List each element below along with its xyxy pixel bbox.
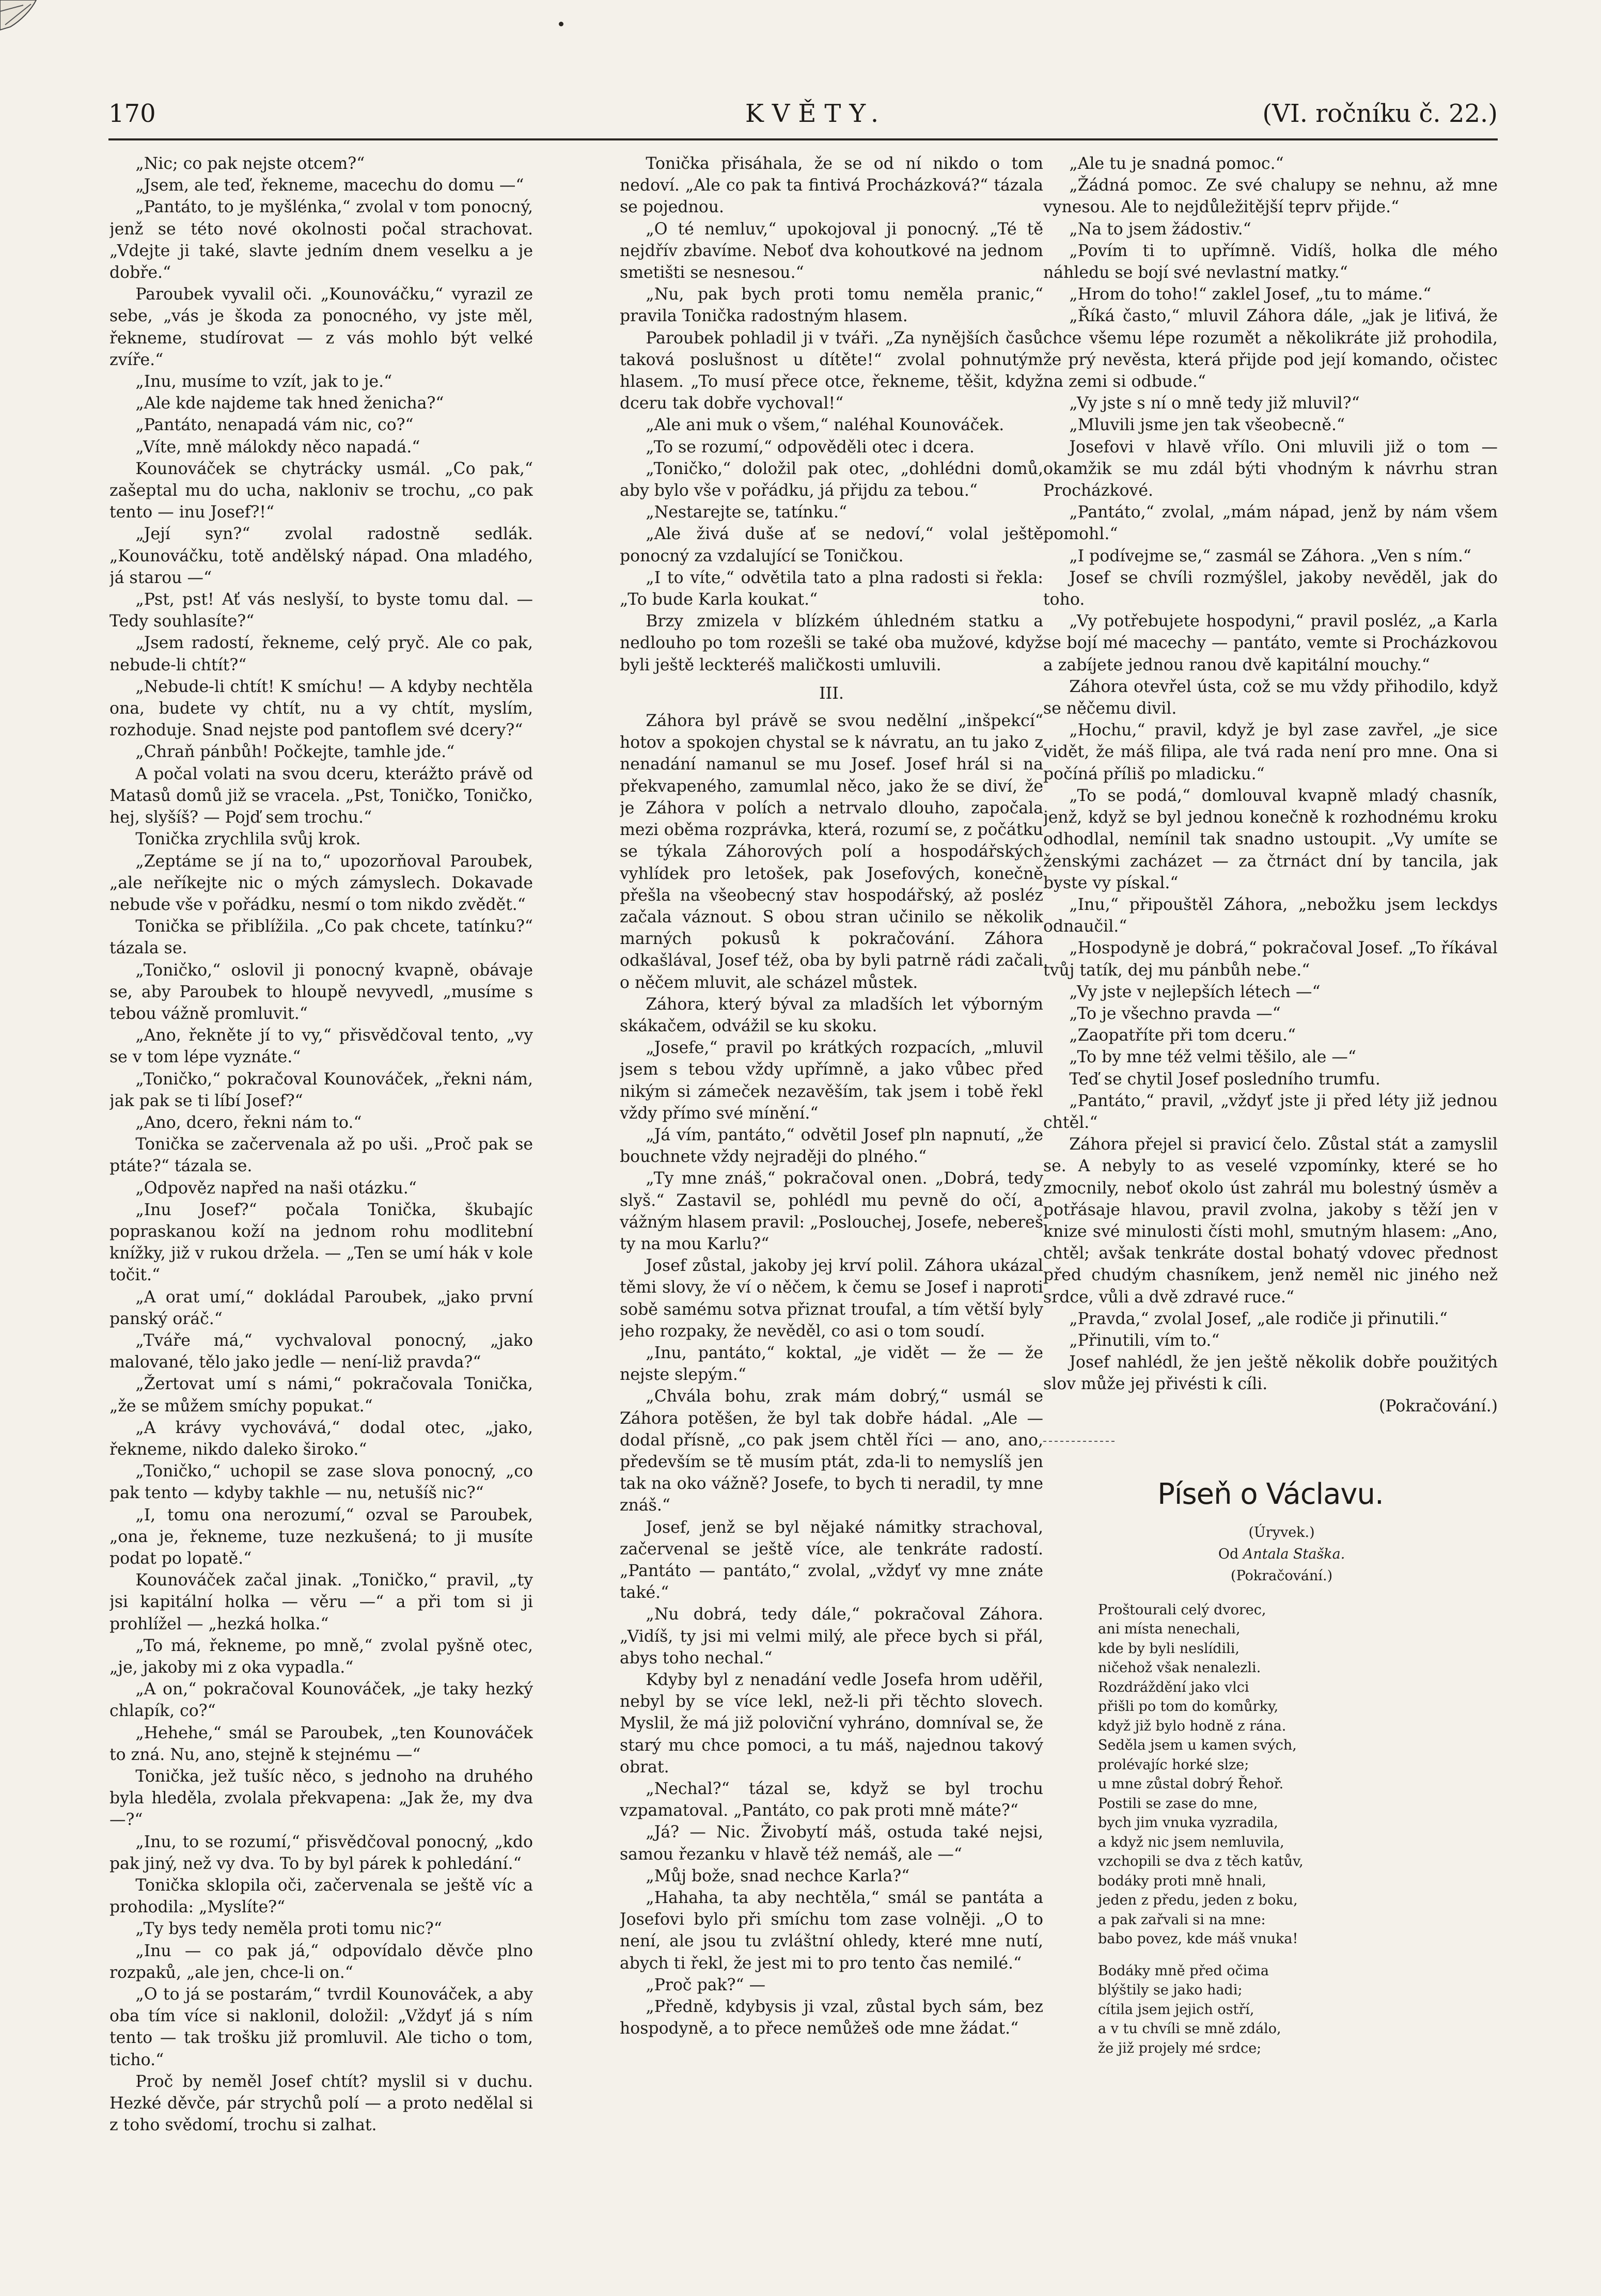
paragraph: Záhora otevřel ústa, což se mu vždy přihodilo, když se něčemu divil.: [1043, 677, 1498, 718]
paragraph: „Ty mne znáš,“ pokračoval onen. „Dobrá, tedy slyš.“ Zastavil se, pohlédl mu pevně do očí, a vážným hlasem pravil: „Poslouchej, Josefe, nebereš ty na mou Karlu?“: [620, 1169, 1043, 1253]
paragraph: „Toničko,“ oslovil ji ponocný kvapně, obávaje se, aby Paroubek to hloupě nevyvedl, „musíme s tebou vážně promluvit.“: [109, 961, 533, 1023]
poem-stanza-2: [1098, 1961, 1498, 2058]
poem-line: cítila jsem jejich ostří,: [1098, 2001, 1254, 2018]
paragraph: „Víte, mně málokdy něco napadá.“: [135, 437, 420, 457]
paragraph: „Pantáto,“ pravil, „vždyť jste ji před léty již jednou chtěl.“: [1043, 1091, 1498, 1132]
paragraph: „Žádná pomoc. Ze své chalupy se nehnu, až mne vynesou. Ale to nejdůležitější teprv přijde.“: [1043, 176, 1498, 217]
separator-ornament: [1043, 1438, 1116, 1445]
paragraph: „Mluvili jsme jen tak všeobecně.“: [1069, 416, 1345, 435]
paragraph: „To se podá,“ domlouval kvapně mladý chasník, jenž, když se byl jednou konečně k rozhodnému kroku odhodlal, nemínil tak snadno ustoupit. „Vy umíte se ženskými zacházet — za čtrnáct dní by tancila, jak byste vy pískal.“: [1043, 786, 1498, 892]
paragraph: „Její syn?“ zvolal radostně sedlák. „Kounováčku, totě andělský nápad. Ona mladého, já starou —“: [109, 525, 533, 587]
paragraph: „Pantáto, to je myšlénka,“ zvolal v tom ponocný, jenž se této nové okolnosti počal strachovat. „Vdejte ji také, slavte jedním dnem veselku a je dobře.“: [109, 198, 533, 282]
paragraph: „Ale ani muk o všem,“ naléhal Kounováček.: [646, 416, 1004, 435]
column-right: [1043, 153, 1498, 2250]
poem-line: Seděla jsem u kamen svých,: [1098, 1737, 1297, 1754]
paragraph: „Toničko,“ doložil pak otec, „dohlédni domů, aby bylo vše v pořádku, já přijdu za tebou.“: [620, 459, 1043, 500]
paragraph: „Říká často,“ mluvil Záhora dále, „jak je liťivá, že chce všemu lépe rozumět a několikráte již prohodila, že prý nevěsta, která přijde pod její komando, očistec na zemi si odbude.“: [1043, 307, 1498, 391]
torn-corner-mark: [0, 0, 83, 57]
column-middle-text: [620, 153, 1043, 676]
poem-line: u mne zůstal dobrý Řehoř.: [1098, 1776, 1284, 1792]
poem-continuation: (Pokračování.): [1231, 1567, 1333, 1584]
paragraph: „Ano, dcero, řekni nám to.“: [135, 1113, 362, 1132]
paragraph: Tonička zrychlila svůj krok.: [135, 830, 361, 849]
paragraph: „Hahaha, ta aby nechtěla,“ smál se pantáta a Josefovi bylo při smíchu tom zase volněji. „O to není, ale jsou tu zvláštní ohledy, které mne nutí, abych ti řekl, že jest mi to pro tento čas nemilé.“: [620, 1889, 1043, 1973]
poem-line: prolévajíc horké slze;: [1098, 1756, 1249, 1773]
poem-line: kde by byli neslídili,: [1098, 1640, 1239, 1657]
paragraph: „Jsem radostí, řekneme, celý pryč. Ale co pak, nebude-li chtít?“: [109, 634, 533, 674]
poem-author-prefix: Od: [1218, 1546, 1239, 1562]
paragraph: „O to já se postarám,“ tvrdil Kounováček, a aby oba tím více si naklonil, doložil: „Vždyť já s ním tento — tak trošku již promluvil. Ale ticho o tom, ticho.“: [109, 1985, 533, 2069]
paragraph: „I, tomu ona nerozumí,“ ozval se Paroubek, „ona je, řekneme, tuze nezkušená; to ji musíte podat po lopatě.“: [109, 1505, 533, 1568]
paragraph: Záhora byl právě se svou nedělní „inšpekcí“ hotov a spokojen chystal se k návratu, an tu jako z nenadání namanul se mu Josef. Josef hrál si na překvapeného, zamumlal něco, jako že se diví, že je Záhora v polích a netrvalo dlouho, započala mezi oběma rozprávka, která, rozumí se, z počátku se týkala Záhorových polí a hospodářských vyhlídek pro letošek, pak Josefových, konečně přešla na všeobecný stav hospodářský, až posléz začala váznout. S obou stran učinilo se několik marných pokusů k pokračování. Záhora odkašlával, Josef též, oba by byli patrně rádi začali o něčem mluvit, ale scházel můstek.: [620, 712, 1043, 992]
paragraph: „Toničko,“ uchopil se zase slova ponocný, „co pak tento — kdyby takhle — nu, netušíš nic?“: [109, 1462, 533, 1503]
paragraph: „Předně, kdybysis ji vzal, zůstal bych sám, bez hospodyně, a to přece nemůžeš ode mne žádat.“: [620, 1998, 1043, 2038]
poem-line: babo povez, kde máš vnuka!: [1098, 1931, 1298, 1947]
paragraph: „Nu dobrá, tedy dále,“ pokračoval Záhora. „Vidíš, ty jsi mi velmi milý, ale přece bych si přál, abys toho nechal.“: [620, 1605, 1043, 1668]
paragraph: Tonička přisáhala, že se od ní nikdo o tom nedoví. „Ale co pak ta fintivá Procházková?“ tázala se pojednou.: [620, 154, 1043, 217]
paragraph: „Toničko,“ pokračoval Kounováček, „řekni nám, jak pak se ti líbí Josef?“: [109, 1070, 533, 1110]
paragraph: Josefovi v hlavě vřílo. Oni mluvili již o tom — okamžik se mu zdál býti vhodným k návrhu stran Procházkové.: [1043, 437, 1498, 500]
chapter-three-text: [620, 710, 1043, 2039]
paragraph: „Inu, to se rozumí,“ přisvědčoval ponocný, „kdo pak jiný, než vy dva. To by byl párek k pohledání.“: [109, 1832, 533, 1873]
paragraph: „Já vím, pantáto,“ odvětil Josef pln napnutí, „že bouchnete vždy nejraději do plného.“: [620, 1125, 1043, 1167]
paragraph: Josef se chvíli rozmýšlel, jakoby nevěděl, jak do toho.: [1043, 568, 1498, 609]
paragraph: „Hehehe,“ smál se Paroubek, „ten Kounováček to zná. Nu, ano, stejně k stejnému —“: [109, 1723, 533, 1764]
paragraph: „Hrom do toho!“ zaklel Josef, „tu to máme.“: [1069, 285, 1432, 304]
paragraph: „Ty bys tedy neměla proti tomu nic?“: [135, 1920, 442, 1939]
paragraph: „Pravda,“ zvolal Josef, „ale rodiče ji přinutili.“: [1069, 1309, 1448, 1328]
paragraph: „Hochu,“ pravil, když je byl zase zavřel, „je sice vidět, že máš filipa, ale tvá rada není pro mne. Ona si počíná příliš po mladicku.“: [1043, 721, 1498, 783]
paragraph: Brzy zmizela v blízkém úhledném statku a nedlouho po tom rozešli se také oba mužové, když byli ještě leckteréš maličkosti umluvili.: [620, 612, 1043, 674]
paragraph: Teď se chytil Josef posledního trumfu.: [1069, 1070, 1380, 1089]
poem-line: Bodáky mně před očima: [1098, 1962, 1269, 1979]
poem-line: Postili se zase do mne,: [1098, 1795, 1258, 1812]
paragraph: Josef zůstal, jakoby jej krví polil. Záhora ukázal těmi slovy, že ví o něčem, k čemu se Josef i naproti sobě samému sotva přiznat troufal, a tím větší byly jeho rozpaky, že nevěděl, co asi o tom soudí.: [620, 1256, 1043, 1341]
poem-line: jeden z předu, jeden z boku,: [1098, 1892, 1298, 1909]
poem-line: přišli po tom do komůrky,: [1098, 1699, 1279, 1715]
paragraph: Proč by neměl Josef chtít? myslil si v duchu. Hezké děvče, pár strychů polí — a proto nedělal si z toho svědomí, trochu si zalhat.: [109, 2072, 533, 2135]
poem-line: když již bylo hodně z rána.: [1098, 1718, 1286, 1734]
paragraph: „Ano, řekněte jí to vy,“ přisvědčoval tento, „vy se v tom lépe vyznáte.“: [109, 1026, 533, 1067]
paragraph: Paroubek pohladil ji v tváři. „Za nynějších časů taková poslušnost u dítěte!“ zvolal pohnutým hlasem. „To musí přece otce, řekneme, těšit, když dceru tak dobře vychoval!“: [620, 328, 1043, 413]
poem-line: že již projely mé srdce;: [1098, 2040, 1262, 2056]
paragraph: „Nic; co pak nejste otcem?“: [135, 154, 365, 173]
chapter-heading: III.: [819, 683, 844, 703]
paragraph: Záhora přejel si pravicí čelo. Zůstal stát a zamyslil se. A nebyly to as veselé vzpomínky, které se ho zmocnily, neboť okolo úst zahrál mu bolestný úsměv a potřásaje hlavou, pravil zvolna, jakoby s těží jen v knize své minulosti čísti mohl, smutným hlasem: „Ano, chtěl; avšak tenkráte dostal bohatý vdovec přednost před chudým chasníkem, jenž neměl nic jiného než srdce, vůli a dvě zdravé ruce.“: [1043, 1135, 1498, 1307]
column-right-text: [1043, 153, 1498, 1395]
paragraph: „Inu Josef?“ počala Tonička, škubajíc popraskanou koží na jednom rohu modlitební knížky, již v rukou držela. — „Ten se umí hák v kole točit.“: [109, 1200, 533, 1285]
continuation-note: (Pokračování.): [1379, 1396, 1498, 1416]
paragraph: „Inu, pantáto,“ koktal, „je vidět — že — že nejste slepým.“: [620, 1343, 1043, 1385]
paragraph: „A krávy vychovává,“ dodal otec, „jako, řekneme, nikdo daleko široko.“: [109, 1418, 533, 1459]
stanza-gap: [1043, 1949, 1498, 1961]
poem-author-line: [1043, 1544, 1498, 1565]
paragraph: Záhora, který býval za mladších let výborným skákačem, odvážil se ku skoku.: [620, 995, 1043, 1035]
paragraph: „Hospodyně je dobrá,“ pokračoval Josef. „To říkával tvůj tatík, dej mu pánbůh nebe.“: [1043, 939, 1498, 980]
print-speck: [559, 22, 563, 26]
header-rule: [108, 138, 1498, 140]
paragraph: „Zaopatříte při tom dceru.“: [1069, 1026, 1296, 1045]
poem-line: Proštourali celý dvorec,: [1098, 1601, 1266, 1618]
paragraph: Kounováček se chytrácky usmál. „Co pak,“ zašeptal mu do ucha, nakloniv se trochu, „co pak tento — inu Josef?!“: [109, 459, 533, 522]
page-number: 170: [108, 99, 156, 128]
paragraph: „A orat umí,“ dokládal Paroubek, „jako první panský oráč.“: [109, 1287, 533, 1328]
paragraph: „Proč pak?“ —: [646, 1975, 766, 1994]
paragraph: „Ale kde najdeme tak hned ženicha?“: [135, 394, 444, 413]
paragraph: „Povím ti to upřímně. Vidíš, holka dle mého náhledu se bojí své nevlastní matky.“: [1043, 241, 1498, 282]
poem-line: Rozdráždění jako vlci: [1098, 1679, 1249, 1695]
poem-line: bych jim vnuka vyzradila,: [1098, 1815, 1278, 1831]
paragraph: „Nebude-li chtít! K smíchu! — A kdyby nechtěla ona, budete vy chtít, nu a vy chtít, myslím, rozhoduje. Snad nejste pod pantoflem své dcery?“: [109, 677, 533, 740]
paragraph: „I podívejme se,“ zasmál se Záhora. „Ven s ním.“: [1069, 546, 1472, 565]
paragraph: „Chvála bohu, zrak mám dobrý,“ usmál se Záhora potěšen, že byl tak dobře hádal. „Ale — dodal přísně, „co pak jsem chtěl říci — ano, ano, především se tě musím ptát, zda-li to nemyslíš jen tak na oko vážně? Josefe, to bych ti neradil, ty mne znáš.“: [620, 1387, 1043, 1515]
paragraph: „Pantáto, nenapadá vám nic, co?“: [135, 416, 414, 435]
poem-line: vzchopili se dva z těch katův,: [1098, 1853, 1304, 1870]
paragraph: Kdyby byl z nenadání vedle Josefa hrom uděřil, nebyl by se více lekl, než-li při těchto slovech. Myslil, že má již poloviční vyhráno, domníval se, že starý mu chce pomoci, a tu máš, najednou takový obrat.: [620, 1671, 1043, 1776]
volume-issue: (VI. ročníku č. 22.): [1262, 99, 1498, 128]
paragraph: „Pantáto,“ zvolal, „mám nápad, jenž by nám všem pomohl.“: [1043, 503, 1498, 544]
poem-line: a v tu chvíli se mně zdálo,: [1098, 2021, 1281, 2037]
paragraph: „Zeptáme se jí na to,“ upozorňoval Paroubek, „ale neříkejte nic o mých zámyslech. Dokavade nebude vše v pořádku, nesmí o tom nikdo zvědět.“: [109, 852, 533, 914]
poem-line: a když nic jsem nemluvila,: [1098, 1834, 1284, 1850]
paragraph: Paroubek vyvalil oči. „Kounováčku,“ vyrazil ze sebe, „vás je škoda za ponocného, vy jste měl, řekneme, studírovat — z vás mohlo být velké zvíře.“: [109, 285, 533, 369]
paragraph: „Vy potřebujete hospodyni,“ pravil posléz, „a Karla se bojí mé macechy — pantáto, vemte si Procházkovou a zabíjete jednou ranou dvě kapitální mouchy.“: [1043, 612, 1498, 674]
paragraph: Tonička, jež tušíc něco, s jednoho na druhého byla hleděla, zvolala překvapena: „Jak že, my dva —?“: [109, 1767, 533, 1830]
paragraph: Tonička se začervenala až po uši. „Proč pak se ptáte?“ tázala se.: [109, 1135, 533, 1176]
paragraph: „Nechal?“ tázal se, když se byl trochu vzpamatoval. „Pantáto, co pak proti mně máte?“: [620, 1780, 1043, 1820]
paragraph: „Přinutili, vím to.“: [1069, 1331, 1220, 1350]
paragraph: „Inu,“ připouštěl Záhora, „nebožku jsem leckdys odnaučil.“: [1043, 895, 1498, 936]
paragraph: „Inu, musíme to vzít, jak to je.“: [135, 372, 393, 391]
paragraph: „Já? — Nic. Živobytí máš, ostuda také nejsi, samou řezanku v hlavě též nemáš, ale —“: [620, 1823, 1043, 1864]
paragraph: „I to víte,“ odvětila tato a plna radosti si řekla: „To bude Karla koukat.“: [620, 568, 1043, 609]
paragraph: A počal volati na svou dceru, kterážto právě od Matasů domů již se vracela. „Pst, Toničko, Toničko, hej, slyšíš? — Pojď sem trochu.“: [109, 764, 533, 827]
poem-subtitle: (Úryvek.): [1248, 1524, 1315, 1540]
paragraph: „Pst, pst! Ať vás neslyší, to byste tomu dal. — Tedy souhlasíte?“: [109, 590, 533, 631]
paragraph: „Ale tu je snadná pomoc.“: [1069, 154, 1284, 173]
paragraph: „O té nemluv,“ upokojoval ji ponocný. „Té tě nejdřív zbavíme. Neboť dva kohoutkové na jednom smetišti se nesnesou.“: [620, 219, 1043, 282]
poem-line: ničehož však nenalezli.: [1098, 1660, 1261, 1676]
paragraph: „To by mne též velmi těšilo, ale —“: [1069, 1048, 1357, 1067]
poem-line: ani místa nenechali,: [1098, 1621, 1241, 1638]
paragraph: „Žertovat umí s námi,“ pokračovala Tonička, „že se můžem smíchy popukat.“: [109, 1375, 533, 1416]
paragraph: „Vy jste v nejlepších létech —“: [1069, 982, 1321, 1001]
paragraph: „Chraň pánbůh! Počkejte, tamhle jde.“: [135, 743, 455, 762]
paragraph: „A on,“ pokračoval Kounováček, „je taky hezký chlapík, co?“: [109, 1680, 533, 1721]
column-left: [109, 153, 533, 2250]
paragraph: Josef, jenž se byl nějaké námitky strachoval, začervenal se ještě více, ale tenkráte radostí. „Pantáto — pantáto,“ zvolal, „vždyť vy mne znáte také.“: [620, 1518, 1043, 1602]
paragraph: „Josefe,“ pravil po krátkých rozpacích, „mluvil jsem s tebou vždy upřímně, a jako vůbec před nikým si zámeček nezavěším, tak jsem i tobě řekl vždy přímo své mínění.“: [620, 1039, 1043, 1123]
journal-title: KVĚTY.: [745, 99, 887, 128]
paragraph: „Na to jsem žádostiv.“: [1069, 219, 1251, 239]
column-middle: [620, 153, 1043, 2250]
paragraph: „Můj bože, snad nechce Karla?“: [646, 1866, 910, 1885]
poem-line: a pak zařvali si na mne:: [1098, 1911, 1266, 1928]
page-header: [108, 98, 1498, 134]
paragraph: „To má, řekneme, po mně,“ zvolal pyšně otec, „je, jakoby mi z oka vypadla.“: [109, 1636, 533, 1677]
paragraph: „Jsem, ale teď, řekneme, macechu do domu —“: [135, 176, 524, 195]
paragraph: Tonička sklopila oči, začervenala se ještě víc a prohodila: „Myslíte?“: [109, 1876, 533, 1917]
poem-line: bodáky proti mně hnali,: [1098, 1873, 1266, 1889]
paragraph: „To se rozumí,“ odpověděli otec i dcera.: [646, 437, 975, 457]
poem-stanza-1: [1098, 1600, 1498, 1949]
paragraph: Kounováček začal jinak. „Toničko,“ pravil, „ty jsi kapitální holka — věru —“ a při tom si ji prohlížel — „hezká holka.“: [109, 1571, 533, 1633]
paragraph: „Nu, pak bych proti tomu neměla pranic,“ pravila Tonička radostným hlasem.: [620, 285, 1043, 326]
paragraph: Josef nahlédl, že jen ještě několik dobře použitých slov může jej přivésti k cíli.: [1043, 1353, 1498, 1394]
paragraph: „Nestarejte se, tatínku.“: [646, 503, 847, 522]
paragraph: „Vy jste s ní o mně tedy již mluvil?“: [1069, 394, 1360, 413]
poem-title: Píseň o Václavu.: [1157, 1477, 1384, 1511]
paragraph: „Ale živá duše ať se nedoví,“ volal ještě ponocný za vzdalující se Toničkou.: [620, 525, 1043, 565]
paragraph: „To je všechno pravda —“: [1069, 1004, 1281, 1023]
paragraph: „Odpověz napřed na naši otázku.“: [135, 1178, 417, 1198]
paragraph: „Tváře má,“ vychvaloval ponocný, „jako malované, tělo jako jedle — není-liž pravda?“: [109, 1331, 533, 1372]
poem-author: Antala Staška.: [1243, 1546, 1345, 1562]
poem-line: blýštily se jako hadi;: [1098, 1982, 1243, 1999]
paragraph: „Inu — co pak já,“ odpovídalo děvče plno rozpaků, „ale jen, chce-li on.“: [109, 1941, 533, 1982]
paragraph: Tonička se přiblížila. „Co pak chcete, tatínku?“ tázala se.: [109, 917, 533, 958]
